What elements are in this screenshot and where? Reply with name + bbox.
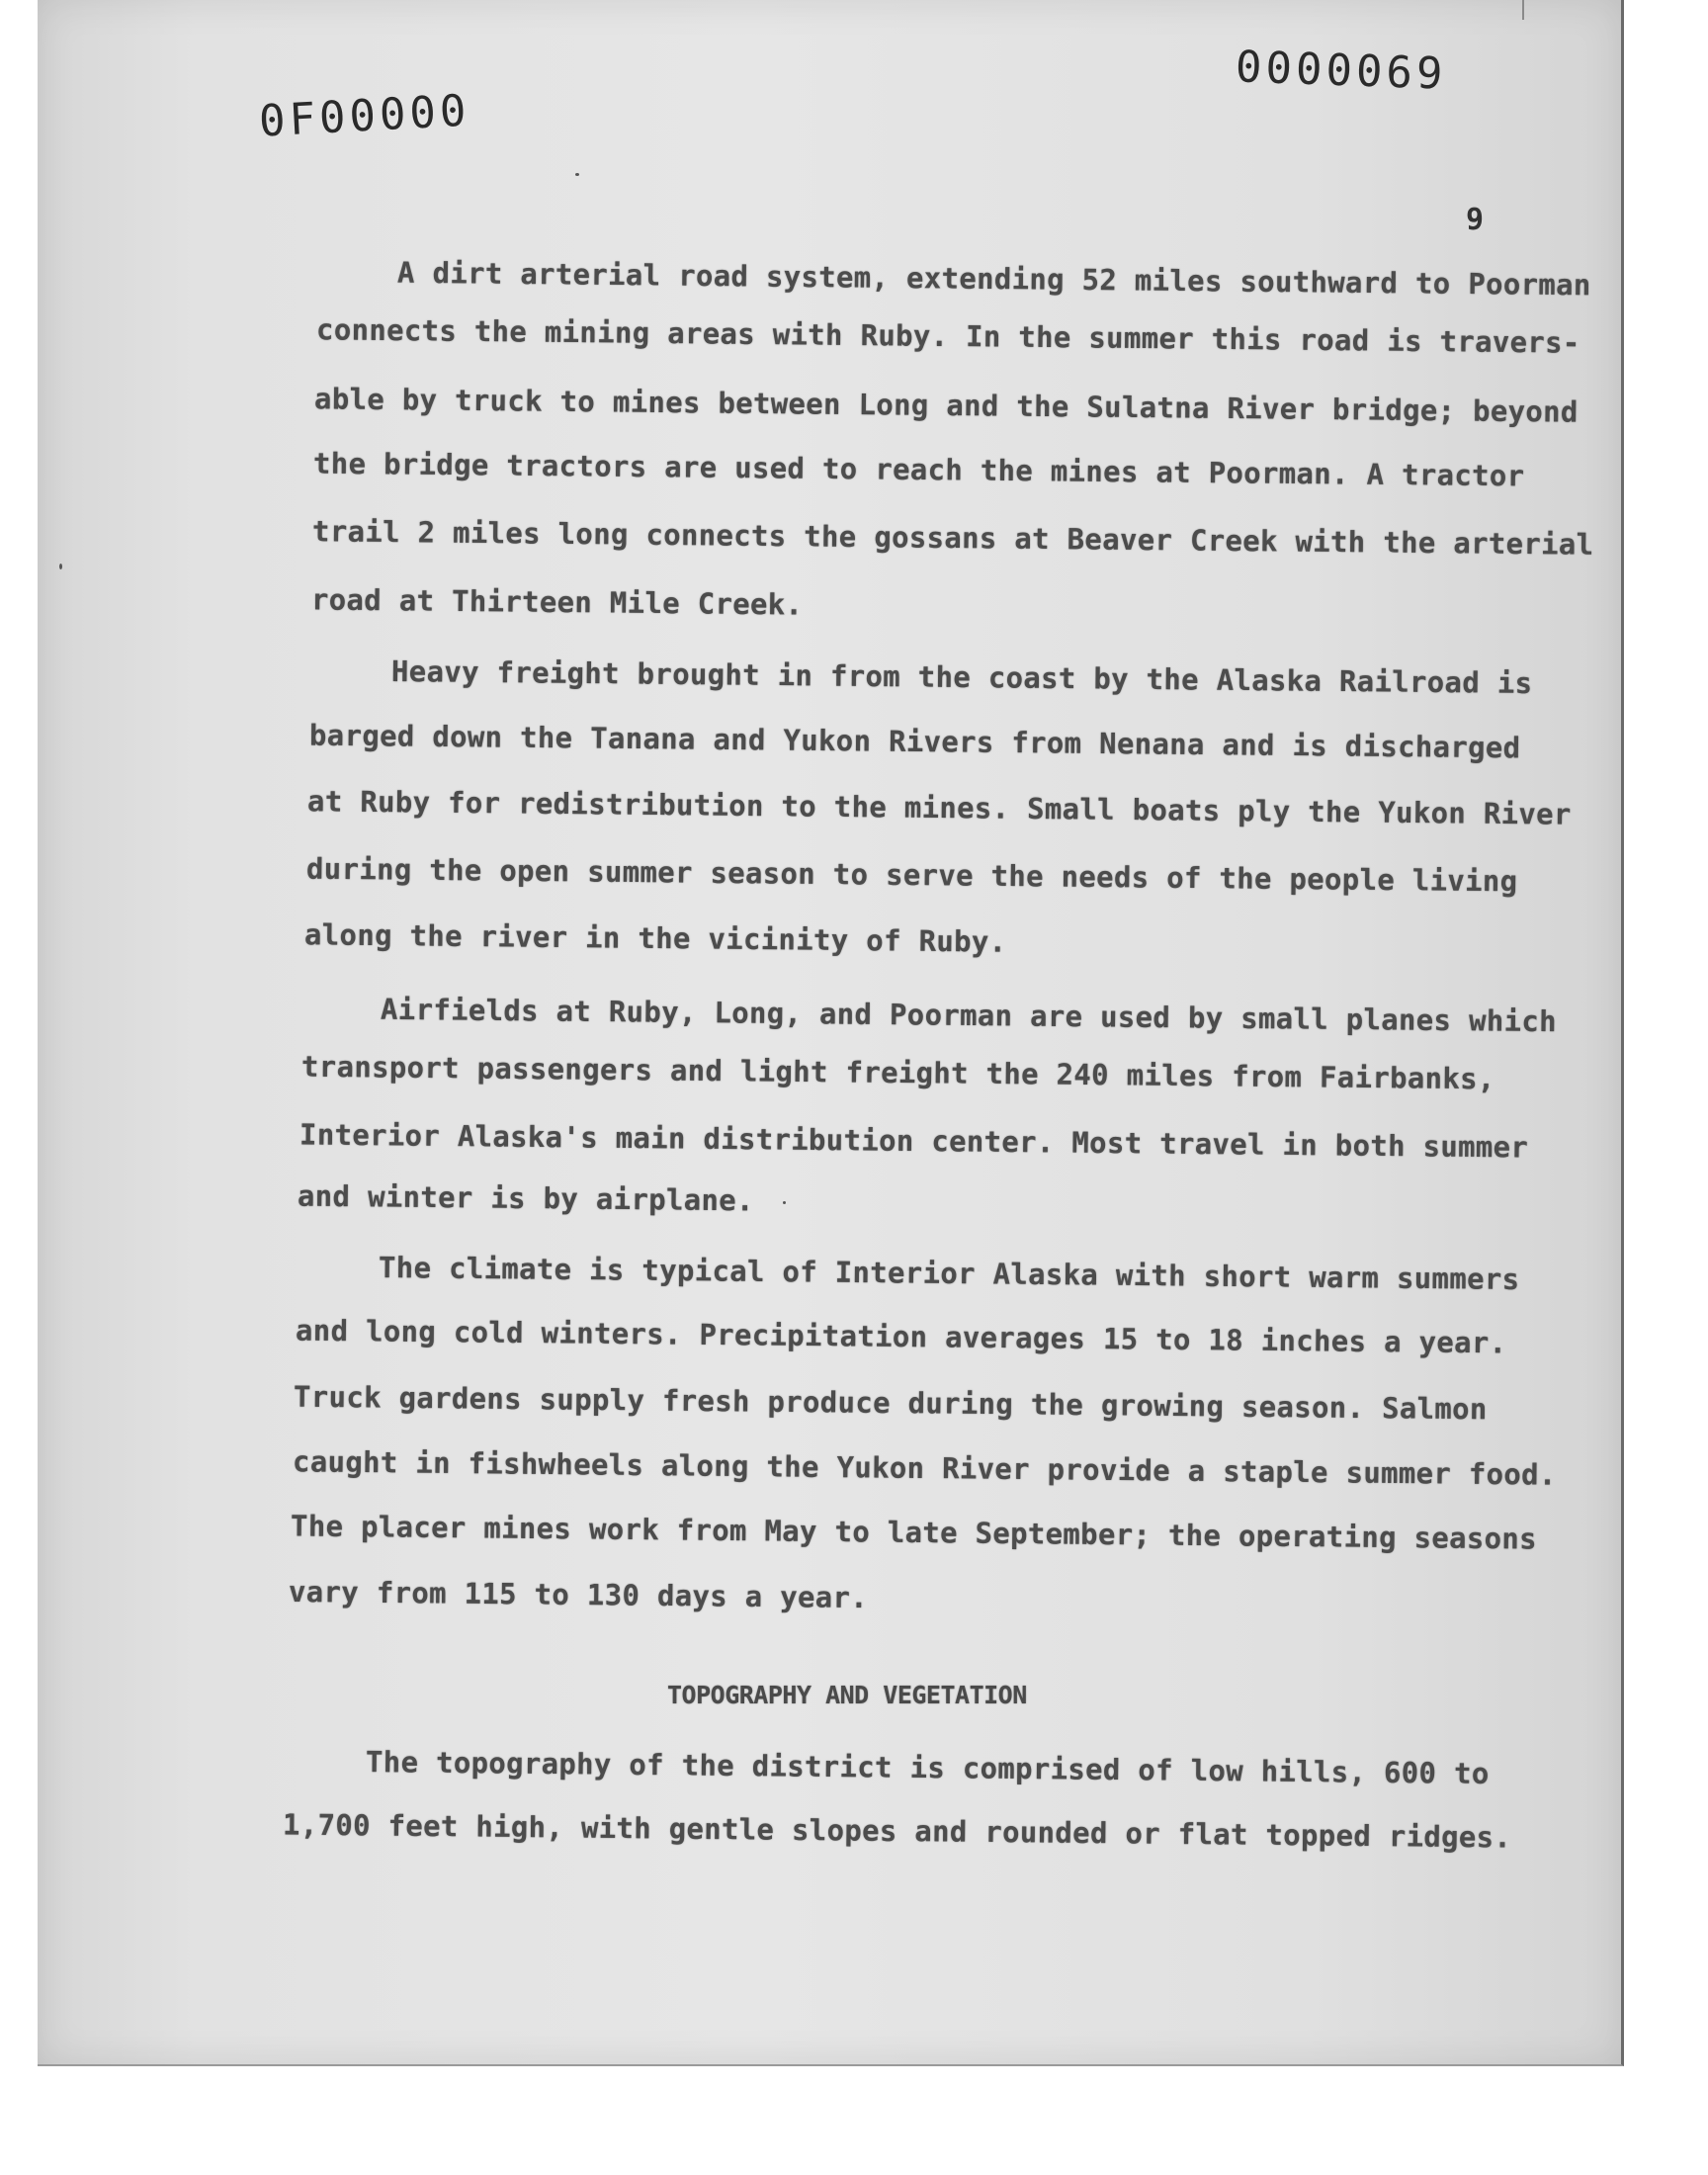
body-line: the bridge tractors are used to reach the mines at Poorman. A tractor: [312, 446, 1525, 493]
body-line: able by truck to mines between Long and the Sulatna River bridge; beyond: [313, 382, 1579, 429]
body-line: Airfields at Ruby, Long, and Poorman are used by small planes which: [380, 992, 1558, 1039]
body-line: Interior Alaska's main distribution center. Most travel in both summer: [299, 1117, 1529, 1165]
body-line: transport passengers and light freight the 240 miles from Fairbanks,: [300, 1049, 1495, 1096]
document-stamp-left: 0F00000: [257, 85, 471, 147]
body-line: The placer mines work from May to late September; the operating seasons: [290, 1509, 1538, 1556]
body-line: during the open summer season to serve the needs of the people living: [305, 851, 1518, 899]
body-line: Truck gardens supply fresh produce during the growing season. Salmon: [293, 1379, 1488, 1427]
body-line: at Ruby for redistribution to the mines. Small boats ply the Yukon River: [306, 784, 1572, 831]
body-line: A dirt arterial road system, extending 52 miles southward to Poorman: [396, 255, 1591, 303]
scan-edge-mark: [1522, 0, 1524, 20]
body-line: The climate is typical of Interior Alaska with short warm summers: [378, 1250, 1520, 1297]
body-line: 1,700 feet high, with gentle slopes and rounded or flat topped ridges.: [282, 1807, 1512, 1855]
scan-speck: [575, 173, 579, 176]
document-stamp-right: 0000069: [1235, 42, 1448, 100]
scan-speck: [59, 564, 62, 569]
page-number: 9: [1466, 203, 1485, 237]
body-line: along the river in the vicinity of Ruby.: [303, 917, 1007, 959]
section-heading: TOPOGRAPHY AND VEGETATION: [667, 1681, 1027, 1709]
body-line: Heavy freight brought in from the coast by the Alaska Railroad is: [390, 653, 1533, 701]
body-line: connects the mining areas with Ruby. In the summer this road is travers-: [315, 312, 1580, 360]
body-line: The topography of the district is comprised of low hills, 600 to: [365, 1745, 1490, 1790]
body-line: barged down the Tanana and Yukon Rivers from Nenana and is discharged: [308, 718, 1521, 765]
body-line: and winter is by airplane.: [297, 1178, 754, 1218]
body-line: trail 2 miles long connects the gossans at Beaver Creek with the arterial: [311, 514, 1594, 562]
body-line: road at Thirteen Mile Creek.: [310, 582, 804, 622]
body-line: vary from 115 to 130 days a year.: [288, 1574, 869, 1615]
body-line: caught in fishwheels along the Yukon River provide a staple summer food.: [292, 1444, 1557, 1492]
body-line: and long cold winters. Precipitation averages 15 to 18 inches a year.: [295, 1313, 1507, 1360]
scan-speck: [783, 1201, 786, 1204]
